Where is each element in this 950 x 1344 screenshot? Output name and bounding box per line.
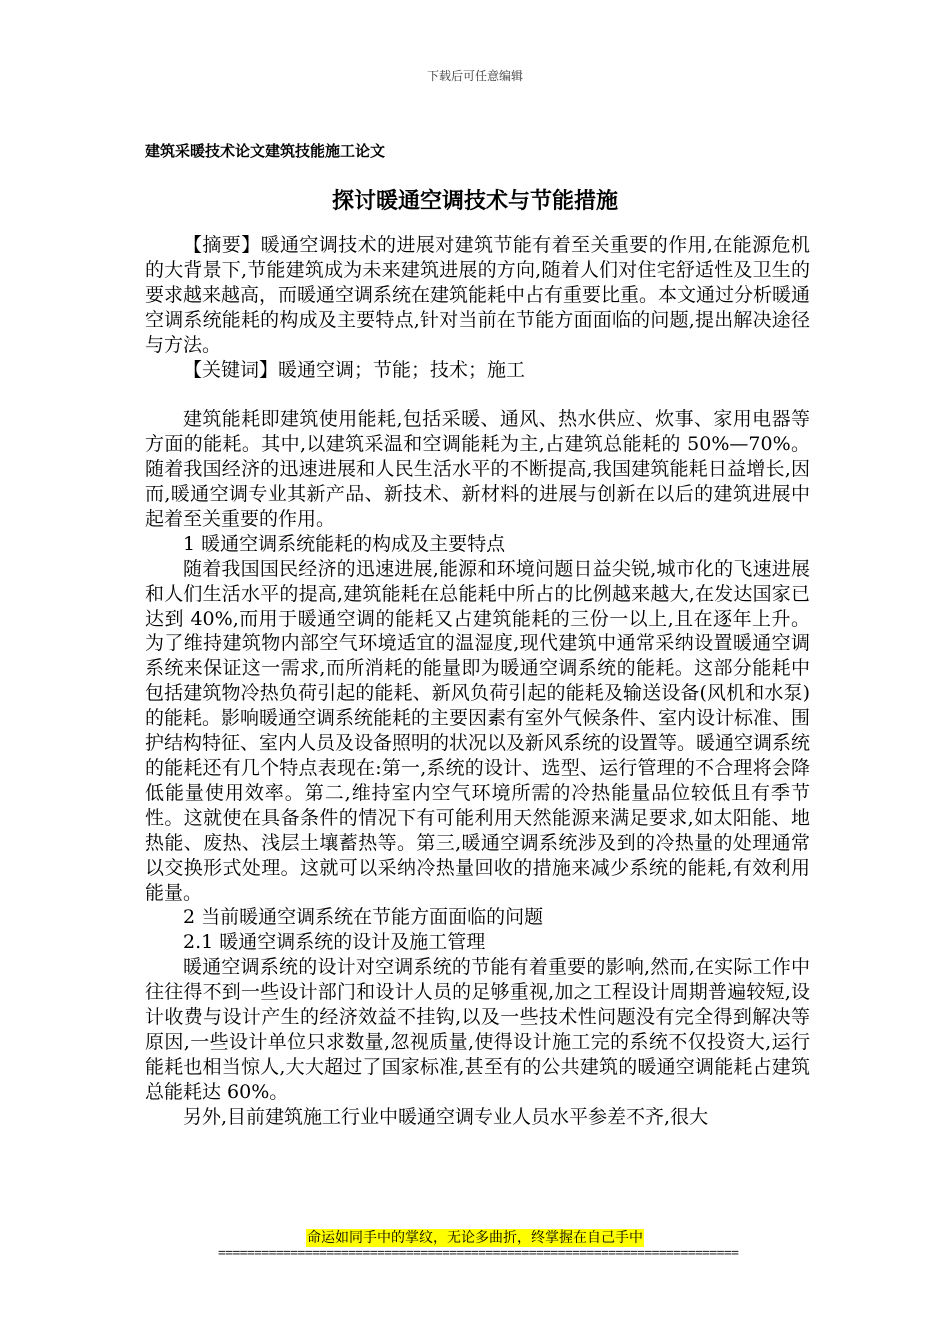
footer-motto [0,1227,950,1247]
section-1-paragraph: 随着我国国民经济的迅速进展,能源和环境问题日益尖锐,城市化的飞速进展和人们生活水平的提高,建筑能耗在总能耗中所占的比例越来越大,在发达国家已达到 40%,而用于暖通空调的能耗又占建筑能耗的三份一以上,且在逐年上升。为了维持建筑物内部空气环境适宜的温湿度,现代建筑中通常采纳设置暖通空调系统来保证这一需求,而所消耗的能量即为暖通空调系统的能耗。这部分能耗中包括建筑物冷热负荷引起的能耗、新风负荷引起的能耗及输送设备(风机和水泵)的能耗。影响暖通空调系统能耗的主要因素有室外气候条件、室内设计标准、围护结构特征、室内人员及设备照明的状况以及新风系统的设置等。暖通空调系统的能耗还有几个特点表现在:第一,系统的设计、选型、运行管理的不合理将会降低能量使用效率。第二,维持室内空气环境所需的冷热能量品位较低且有季节性。这就使在具备条件的情况下有可能利用天然能源来满足要求,如太阳能、地热能、废热、浅层土壤蓄热等。第三,暖通空调系统涉及到的冷热量的处理通常以交换形式处理。这就可以采纳冷热量回收的措施来减少系统的能耗,有效利用能量。 [145,557,811,904]
document-body [145,233,810,1130]
abstract-paragraph: 【摘要】暖通空调技术的进展对建筑节能有着至关重要的作用,在能源危机的大背景下,节能建筑成为未来建筑进展的方向,随着人们对住宅舒适性及卫生的要求越来越高，而暖通空调系统在建筑能耗中占有重要比重。本文通过分析暖通空调系统能耗的构成及主要特点,针对当前在节能方面面临的问题,提出解决途径与方法。 [145,234,811,356]
intro-paragraph: 建筑能耗即建筑使用能耗,包括采暖、通风、热水供应、炊事、家用电器等方面的能耗。其中,以建筑采温和空调能耗为主,占建筑总能耗的 50%—70%。随着我国经济的迅速进展和人民生活水平的不断提高,我国建筑能耗日益增长,因而,暖通空调专业其新产品、新技术、新材料的进展与创新在以后的建筑进展中起着至关重要的作用。 [145,408,810,530]
header-note: 下载后可任意编辑 [426,69,523,83]
footer-divider: ======================================================================== [218,1246,739,1261]
section-heading-2: 2 当前暖通空调系统在节能方面面临的问题 [183,906,544,929]
continuation-paragraph: 另外,目前建筑施工行业中暖通空调专业人员水平参差不齐,很大 [183,1105,709,1128]
subsection-heading-2-1: 2.1 暖通空调系统的设计及施工管理 [183,931,486,954]
document-title: 探讨暖通空调技术与节能措施 [331,188,618,214]
section-2-1-paragraph: 暖通空调系统的设计对空调系统的节能有着重要的影响,然而,在实际工作中往往得不到一些设计部门和设计人员的足够重视,加之工程设计周期普遍较短,设计收费与设计产生的经济效益不挂钩,以及一些技术性问题没有完全得到解决等原因,一些设计单位只求数量,忽视质量,使得设计施工完的系统不仅投资大,运行能耗也相当惊人,大大超过了国家标准,甚至有的公共建筑的暖通空调能耗占建筑总能耗达 60%。 [145,956,810,1103]
footer-motto-text: 命运如同手中的掌纹，无论多曲折，终掌握在自己手中 [307,1230,643,1246]
category-heading: 建筑采暖技术论文建筑技能施工论文 [145,142,386,160]
paragraph-gap [145,382,810,407]
keywords-paragraph: 【关键词】暖通空调；节能；技术；施工 [183,358,526,381]
section-heading-1: 1 暖通空调系统能耗的构成及主要特点 [183,532,506,555]
